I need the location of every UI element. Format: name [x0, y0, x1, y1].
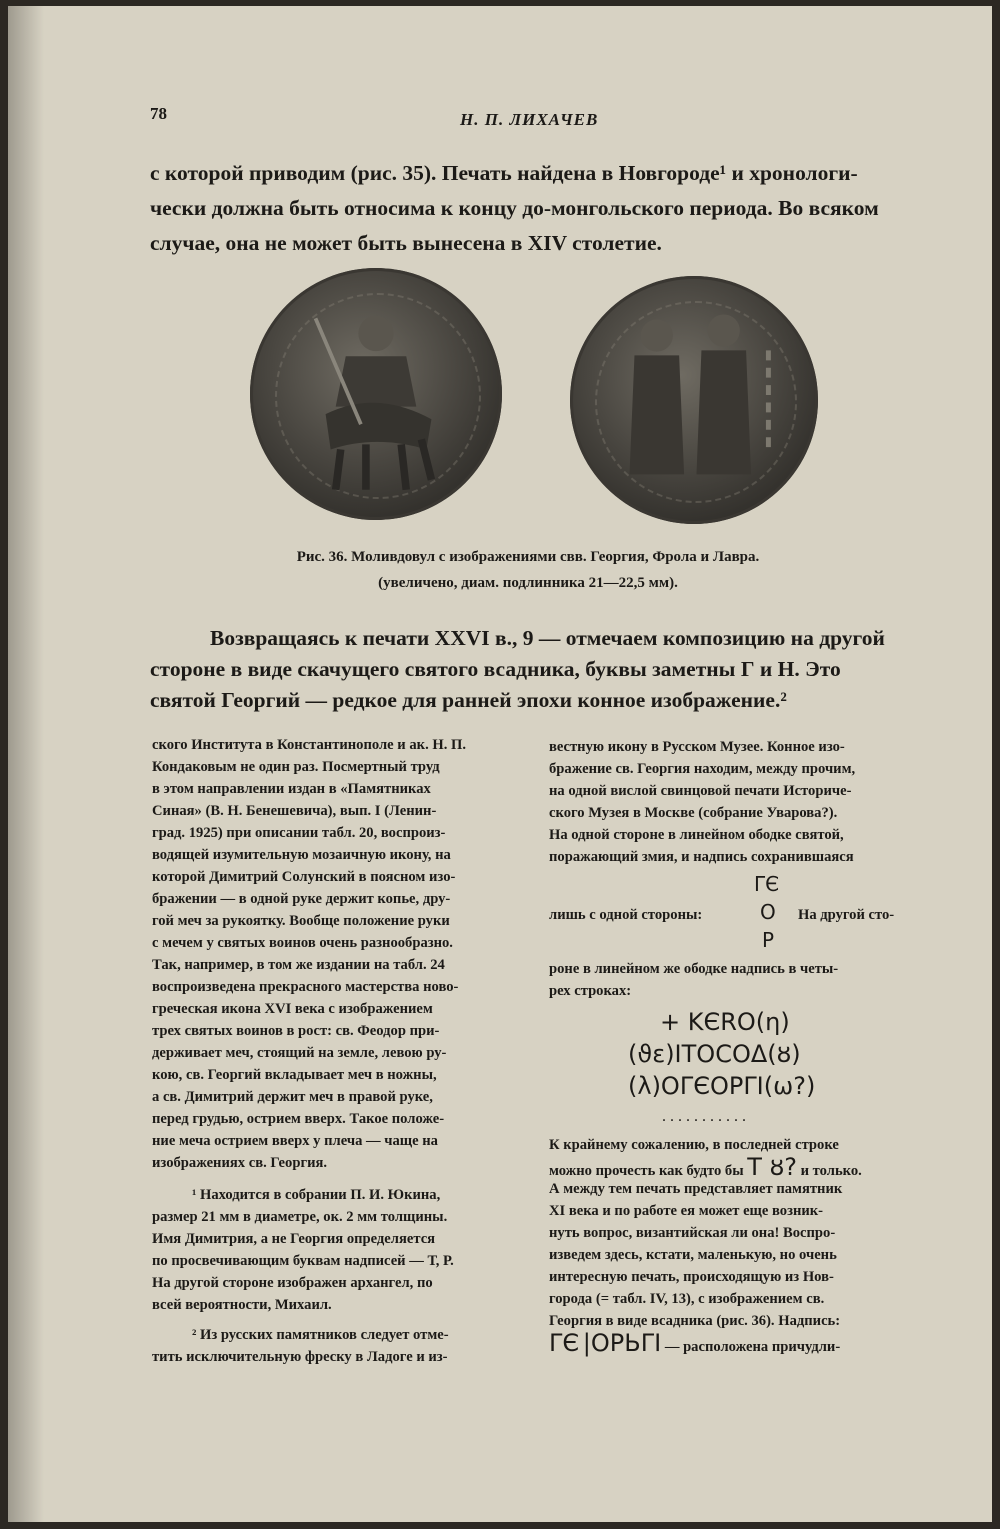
- text-line: изведем здесь, кстати, маленькую, но очень: [549, 1247, 837, 1263]
- right-column: [549, 736, 925, 868]
- text-line: XI века и по работе ея может еще возник-: [549, 1203, 824, 1219]
- text-line: Георгия в виде всадника (рис. 36). Надпись:: [549, 1313, 841, 1329]
- text-line: К крайнему сожалению, в последней строке: [549, 1137, 839, 1153]
- footnote-line: размер 21 мм в диаметре, ок. 2 мм толщины.: [152, 1209, 448, 1225]
- page-header: [150, 104, 920, 134]
- text-line: Кондаковым не один раз. Посмертный труд: [152, 759, 440, 775]
- seal-obverse-image: [250, 268, 502, 520]
- text-line: трех святых воинов в рост: св. Феодор при-: [152, 1023, 440, 1039]
- caption-line: (увеличено, диам. подлинника 21—22,5 мм).: [378, 575, 678, 591]
- text-fragment: лишь с одной стороны:: [549, 907, 703, 923]
- text-line: а св. Димитрий держит меч в правой руке,: [152, 1089, 433, 1105]
- seal-reverse-image: [570, 276, 818, 524]
- text-line: бражении — в одной руке держит копье, дру-: [152, 891, 451, 907]
- text-line: с мечем у святых воинов очень разнообразно.: [152, 935, 453, 951]
- text-line: [549, 904, 702, 926]
- inline-inscription: Τ ȣ?: [747, 1153, 797, 1181]
- text-fragment: можно прочесть как будто бы: [549, 1163, 744, 1179]
- second-paragraph: [150, 623, 924, 716]
- text-line: ние меча острием вверх у плеча — чаще на: [152, 1133, 438, 1149]
- footnote-line: всей вероятности, Михаил.: [152, 1297, 332, 1313]
- text-line: изображениях св. Георгия.: [152, 1155, 328, 1171]
- text-line: случае, она не может быть вынесена в XIV столетие.: [150, 231, 662, 255]
- text-line: кою, св. Георгий вкладывает меч в ножны,: [152, 1067, 437, 1083]
- ellipsis-dots: ...........: [662, 1108, 750, 1125]
- text-line: чески должна быть относима к концу до-монгольского периода. Во всяком: [150, 196, 879, 220]
- text-line: [549, 1329, 925, 1362]
- text-fragment: На другой сто-: [798, 907, 895, 923]
- text-line: Так, например, в том же издании на табл. 24: [152, 957, 445, 973]
- inline-inscription: ΓЄ: [549, 1329, 580, 1357]
- text-line: перед грудью, острием вверх. Такое положе-: [152, 1111, 445, 1127]
- inscription-line: (ϑε)ΙΤΟϹΟΔ(ȣ): [628, 1040, 801, 1068]
- horseman-figure-icon: [250, 268, 502, 520]
- text-line: в этом направлении издан в «Памятниках: [152, 781, 431, 797]
- footnote-line: На другой стороне изображен архангел, по: [152, 1275, 433, 1291]
- page-spine-shadow: [8, 6, 44, 1522]
- text-line: ского Музея в Москве (собрание Уварова?).: [549, 805, 838, 821]
- text-fragment: — расположена причудли-: [664, 1339, 841, 1355]
- text-line: поражающий змия, и надпись сохранившаяся: [549, 849, 854, 865]
- text-line: с которой приводим (рис. 35). Печать найдена в Новгороде¹ и хронологи-: [150, 161, 858, 185]
- inscription-line: + ΚЄRO(η): [660, 1008, 790, 1036]
- text-line: держивает меч, стоящий на земле, левою ру-: [152, 1045, 447, 1061]
- text-block: [549, 958, 838, 1002]
- text-line: святой Георгий — редкое для ранней эпохи конное изображение.²: [150, 688, 787, 712]
- caption-line: Рис. 36. Моливдовул с изображениями свв. Георгия, Фрола и Лавра.: [296, 549, 760, 565]
- text-line: греческая икона XVI века с изображением: [152, 1001, 433, 1017]
- text-line: которой Димитрий Солунский в поясном изо-: [152, 869, 456, 885]
- two-saints-figure-icon: [570, 276, 818, 524]
- text-line: на одной вислой свинцовой печати Историче-: [549, 783, 852, 799]
- footnote-line: ² Из русских памятников следует отме-: [192, 1327, 449, 1343]
- text-line: А между тем печать представляет памятник: [549, 1181, 843, 1197]
- right-column-bottom: [549, 1134, 925, 1362]
- text-line: воспроизведена прекрасного мастерства ново-: [152, 979, 459, 995]
- text-line: [549, 1153, 925, 1181]
- text-line: водящей изумительную мозаичную икону, на: [152, 847, 451, 863]
- text-line: роне в линейном же ободке надпись в четы-: [549, 961, 839, 977]
- text-line: На одной стороне в линейном ободке святой,: [549, 827, 844, 843]
- text-line: град. 1925) при описании табл. 20, воспроиз-: [152, 825, 446, 841]
- page-number: 78: [150, 104, 167, 123]
- text-line: [798, 904, 894, 926]
- text-line: Синая» (В. Н. Бенешевича), вып. I (Ленин-: [152, 803, 437, 819]
- inscription-letter-bottom: P: [762, 928, 775, 952]
- text-line: Возвращаясь к печати XXVI в., 9 — отмечаем композицию на другой: [210, 626, 885, 650]
- text-line: рех строках:: [549, 983, 632, 999]
- text-line: ского Института в Константинополе и ак. Н. П.: [152, 737, 467, 753]
- text-line: гой меч за рукоятку. Вообще положение руки: [152, 913, 450, 929]
- running-title: Н. П. ЛИХАЧЕВ: [460, 110, 599, 129]
- text-fragment: и только.: [800, 1163, 862, 1179]
- footnote-line: по просвечивающим буквам надписей — Т, Р.: [152, 1253, 454, 1269]
- inline-inscription: |ΟΡЬΓΙ: [582, 1329, 662, 1357]
- footnote-line: тить исключительную фреску в Ладоге и из-: [152, 1349, 448, 1365]
- inscription-letter-middle: O: [760, 900, 776, 924]
- text-line: вестную икону в Русском Музее. Конное изо-: [549, 739, 845, 755]
- left-column: [152, 734, 526, 1368]
- book-page: [8, 6, 992, 1522]
- footnote-line: ¹ Находится в собрании П. И. Юкина,: [192, 1187, 441, 1203]
- footnote-line: Имя Димитрия, а не Георгия определяется: [152, 1231, 436, 1247]
- lead-paragraph: [150, 156, 924, 261]
- text-line: нуть вопрос, византийская ли она! Воспро-: [549, 1225, 836, 1241]
- text-line: интересную печать, происходящую из Нов-: [549, 1269, 834, 1285]
- text-line: бражение св. Георгия находим, между прочим,: [549, 761, 856, 777]
- inscription-line: (λ)ΟΓЄΟΡΓΙ(ω?): [628, 1072, 816, 1100]
- text-line: города (= табл. IV, 13), с изображением св.: [549, 1291, 825, 1307]
- figure-caption: [178, 544, 878, 596]
- inscription-letter-top: ΓЄ: [754, 872, 780, 896]
- text-line: стороне в виде скачущего святого всадника, буквы заметны Г и Н. Это: [150, 657, 841, 681]
